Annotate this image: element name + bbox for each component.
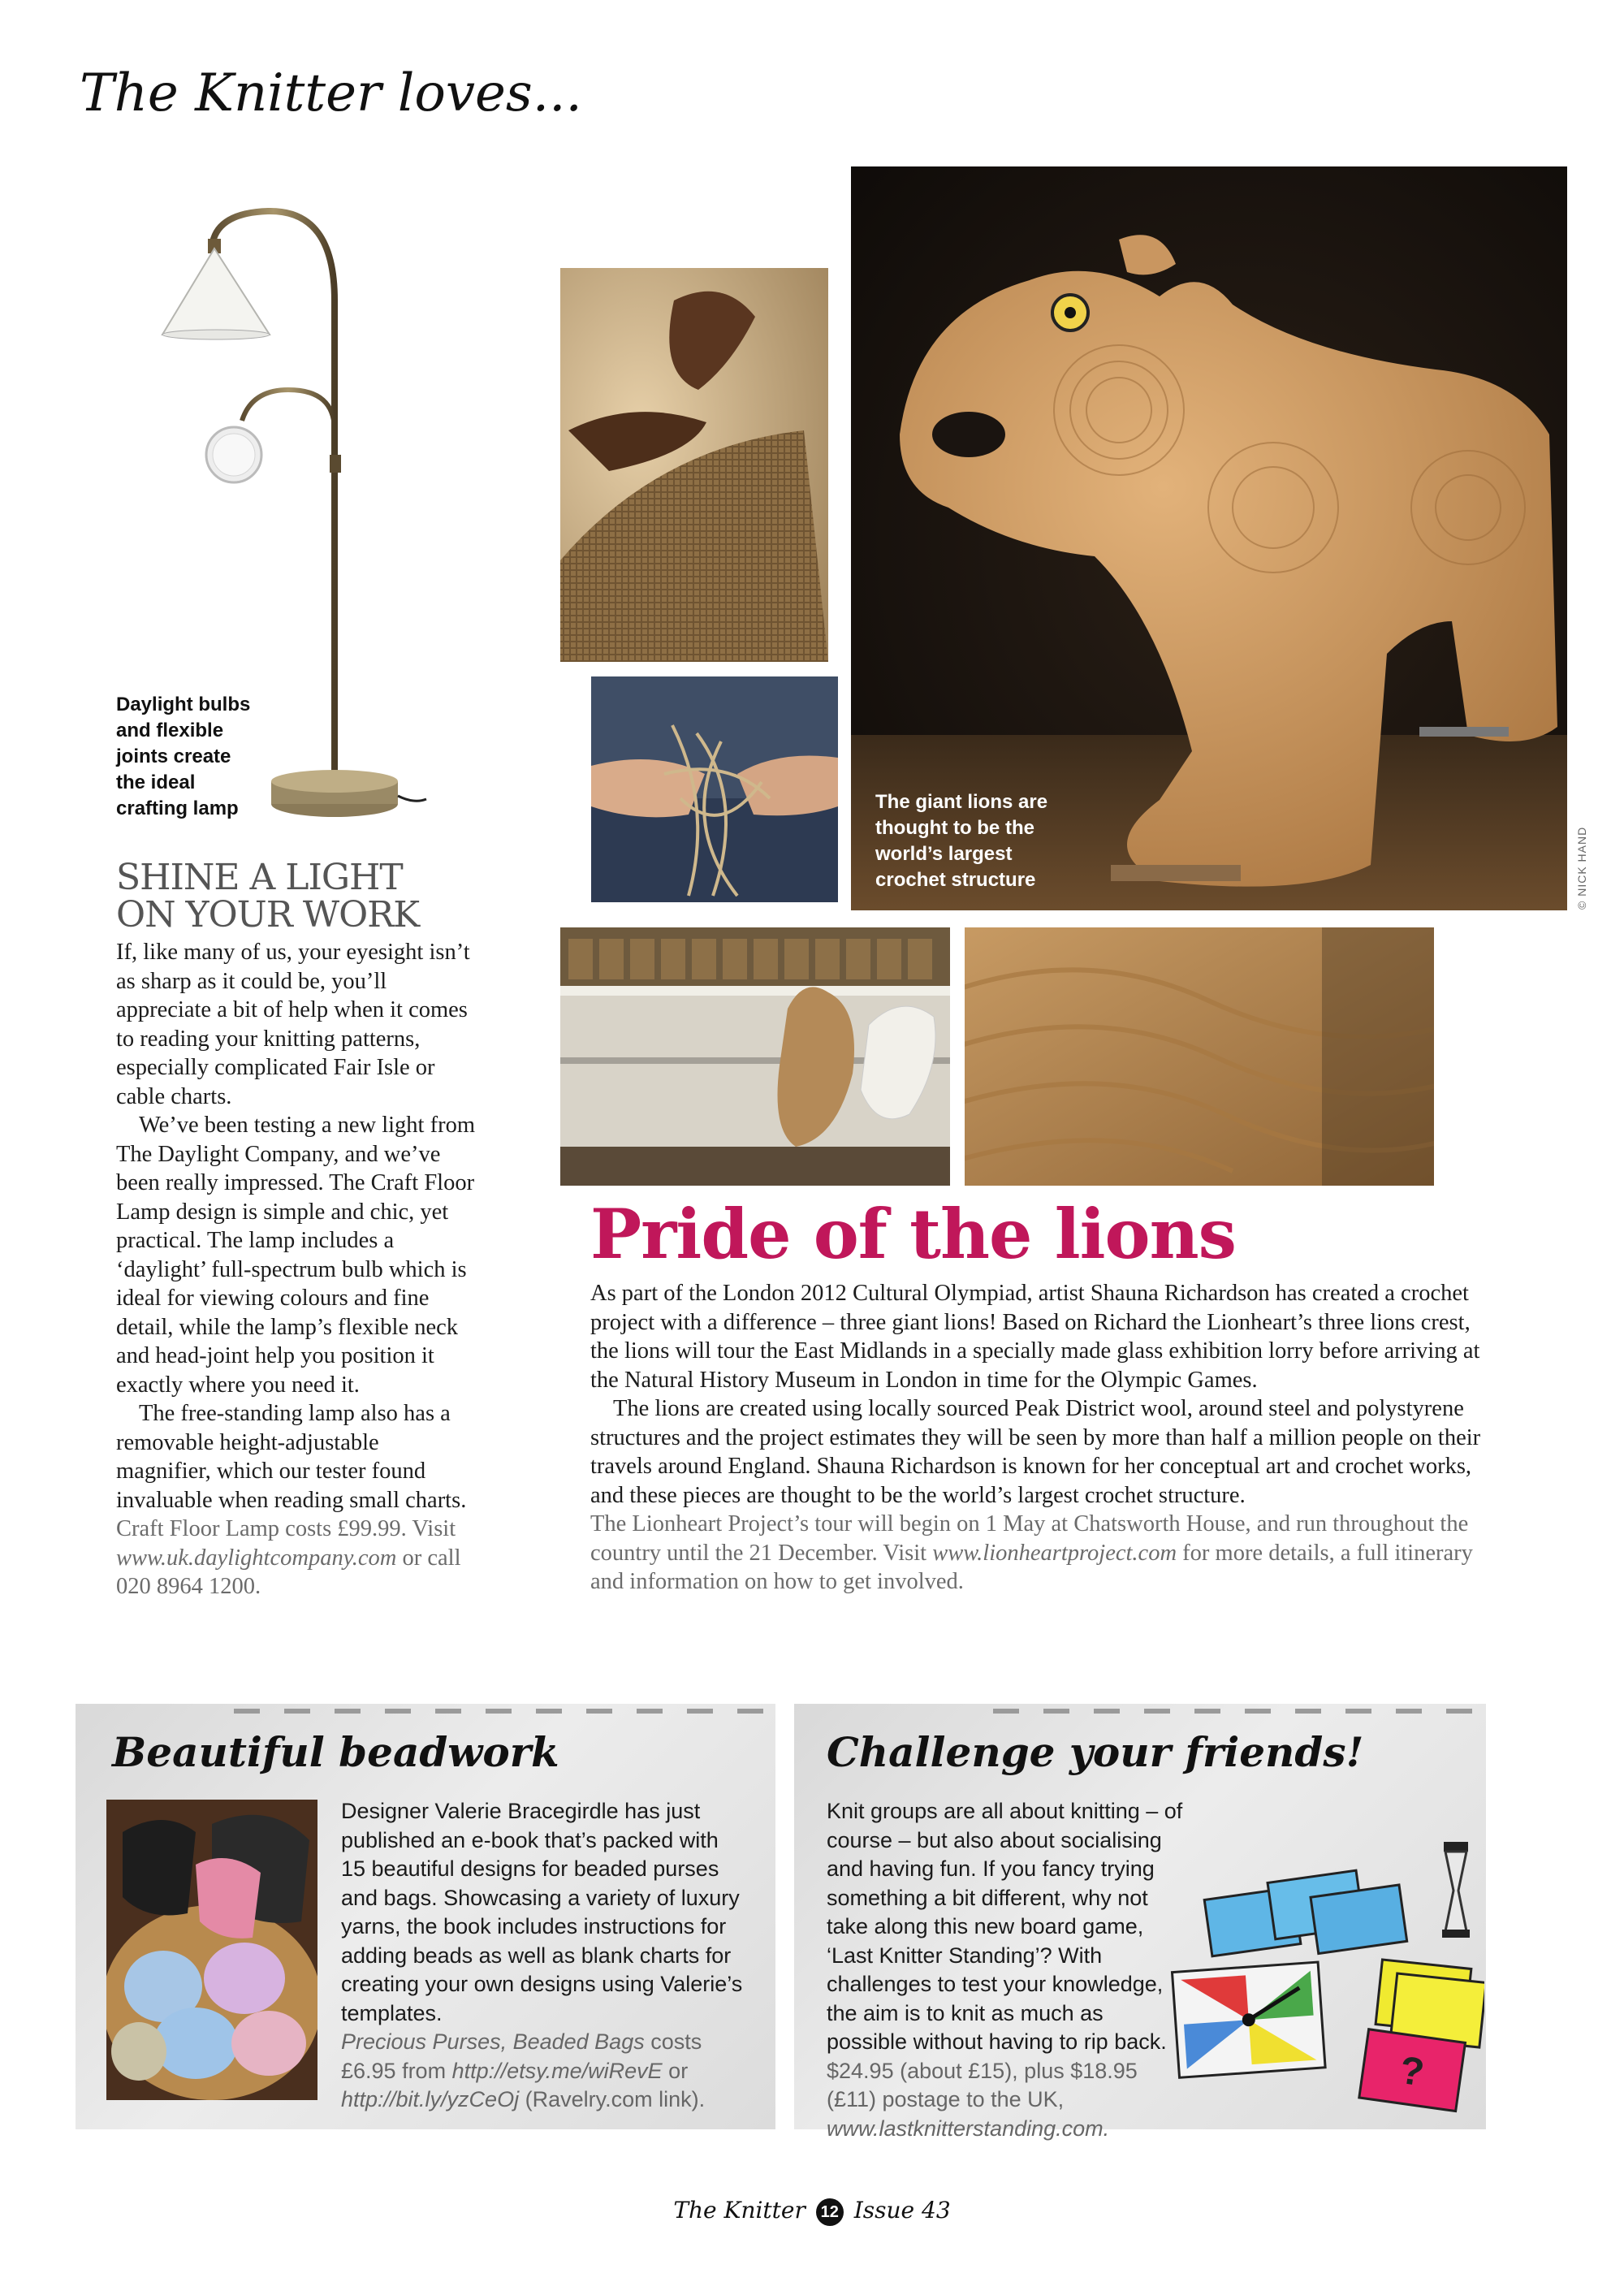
challenge-description: Knit groups are all about knitting – of course – but also about socialising and having fun. If you fancy trying something a bit different, why not take along this new board game, ‘Last Knitter Standing’? With challenges to test your knowledge, the aim is to knit as much as possible without having to rip back. [827,1799,1183,2054]
beadwork-price-text: costs £6.95 from [341,2029,702,2083]
photo-credit: © NICK HAND [1575,826,1588,910]
page-number-badge [816,2198,844,2226]
board-game-photo [1151,1834,1484,2126]
lamp-price-info [116,1515,477,1601]
challenge-body [827,1797,1184,2143]
crochet-texture-closeup-photo [965,927,1434,1186]
challenge-price-info [827,2057,1184,2144]
lamp-paragraph: The free-standing lamp also has a removable height-adjustable magnifier, which our tester found invaluable when reading small charts. [116,1401,467,1513]
beadwork-body [341,1797,747,2115]
ravelry-link[interactable]: http://bit.ly/yzCeOj [341,2087,520,2111]
beadwork-price-info [341,2028,747,2115]
box-dashed-rule [234,1709,774,1714]
lamp-caption: Daylight bulbs and flexible joints create the ideal crafting lamp [116,694,251,819]
yarn-in-hands-photo [591,676,838,902]
footer-magazine-name: The Knitter [673,2197,806,2224]
lamp-paragraph: If, like many of us, your eyesight isn’t as sharp as it could be, you’ll appreciate a bit of help when it comes to reading your knitting patterns, especially complicated Fair Isle or cable charts. [116,940,470,1109]
beadwork-box [76,1704,775,2129]
lions-paragraph: The lions are created using locally sourced Peak District wool, around steel and polystyrene structures and the project estimates they will be seen by more than half a million people on their travels around England. Shauna Richardson is known for her conceptual art and crochet works, and these pieces are thought to be the world’s largest crochet structure. [590,1396,1481,1508]
hands-crocheting-photo [560,268,828,662]
page-footer [0,2197,1624,2226]
daylight-company-link[interactable]: www.uk.daylightcompany.com [116,1545,397,1571]
studio-shelves-photo [560,927,950,1186]
lions-info-text: The Lionheart Project’s tour will begin on 1 May at Chatsworth House, and run throughout the country until the 21 December. Visit [590,1511,1469,1566]
beadwork-or: or [662,2058,689,2083]
svg-text:?: ? [1397,2048,1427,2095]
challenge-box [794,1704,1486,2141]
last-knitter-standing-link[interactable]: www.lastknitterstanding.com. [827,2116,1110,2141]
footer-issue: Issue 43 [853,2197,951,2224]
page-number: 12 [820,2202,839,2221]
page-header-title: The Knitter loves... [80,63,582,123]
beadwork-description: Designer Valerie Bracegirdle has just published an e-book that’s packed with 15 beautiful designs for beaded purses and bags. Showcasing a variety of luxury yarns, the book includes instructions for adding beads as well as blank charts for creating your own designs using Valerie’s templates. [341,1799,743,2025]
lions-article-body [590,1279,1488,1597]
lion-photo-caption: The giant lions are thought to be the world’s largest crochet structure [875,791,1048,891]
lions-info [590,1510,1488,1597]
lions-paragraph: As part of the London 2012 Cultural Olympiad, artist Shauna Richardson has created a crochet project with a difference – three giant lions! Based on Richard the Lionheart’s three lions crest, the lions will tour the East Midlands in a specially made glass exhibition lorry before arriving at the Natural History Museum in London in time for the Olympic Games. [590,1281,1480,1393]
beadwork-book-title: Precious Purses, Beaded Bags [341,2029,645,2054]
lamp-price-text: Craft Floor Lamp costs £99.99. Visit [116,1516,456,1541]
lamp-article-body [116,938,477,1601]
challenge-title: Challenge your friends! [827,1728,1364,1776]
lamp-heading-line2: ON YOUR WORK [116,894,420,936]
lions-heading: Pride of the lions [590,1194,1236,1274]
beadwork-title: Beautiful beadwork [112,1728,559,1776]
challenge-price-text: $24.95 (about £15), plus $18.95 (£11) postage to the UK, [827,2058,1138,2111]
etsy-link[interactable]: http://etsy.me/wiRevE [451,2058,663,2083]
lions-info-text-end: for more details, a full itinerary and information on how to get involved. [590,1540,1473,1594]
box-dashed-rule [993,1709,1480,1714]
lamp-heading-line1: SHINE A LIGHT [116,857,403,898]
lionheart-project-link[interactable]: www.lionheartproject.com [932,1540,1177,1566]
beaded-purses-photo [106,1800,317,2100]
lamp-phone-text: or call 020 8964 1200. [116,1545,461,1599]
lamp-paragraph: We’ve been testing a new light from The Daylight Company, and we’ve been really impressed. The Craft Floor Lamp design is simple and chic, yet practical. The lamp includes a ‘daylight’ full-spectrum bulb which is ideal for viewing colours and fine detail, while the lamp’s flexible neck and head-joint help you position it exactly where you need it. [116,1113,475,1398]
ravelry-note: (Ravelry.com link). [519,2087,706,2111]
